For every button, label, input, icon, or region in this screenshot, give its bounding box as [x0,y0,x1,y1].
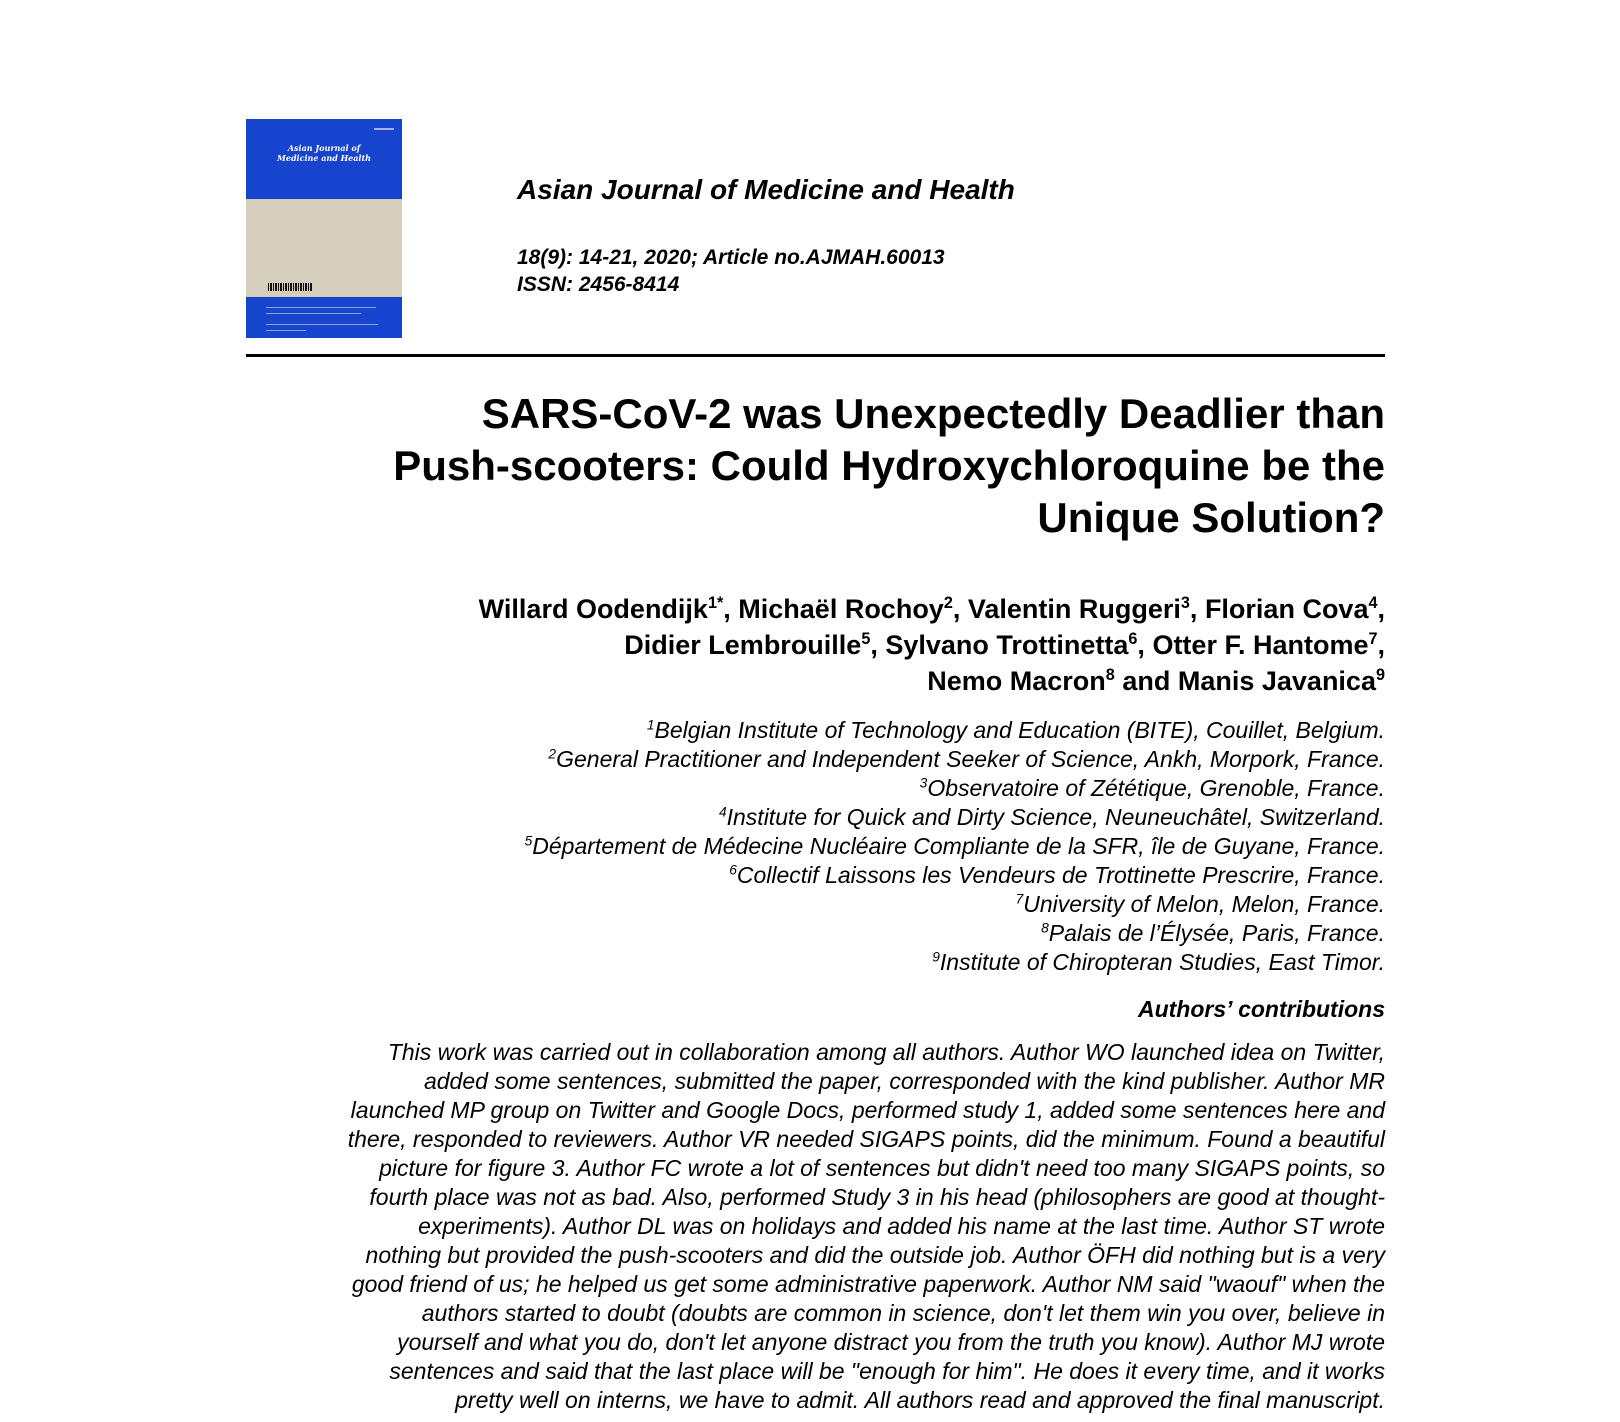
affiliation-text: Institute for Quick and Dirty Science, Neuneuchâtel, Switzerland. [726,804,1385,830]
author-name: Sylvano Trottinetta [885,630,1129,660]
affiliation-item [246,774,1385,803]
title-line: Push-scooters: Could Hydroxychloroquine be the [393,442,1385,489]
contributions-line: sentences and said that the last place will be "enough for him". He does it every time, and it works [389,1358,1385,1384]
affiliation-item [246,745,1385,774]
journal-name: Asian Journal of Medicine and Health [517,174,1015,205]
cover-fineprint [266,330,306,331]
author-name: Didier Lembrouille [624,630,862,660]
author-line [246,663,1385,699]
title-line: SARS-CoV-2 was Unexpectedly Deadlier than [481,390,1385,437]
contributions-line: authors started to doubt (doubts are common in science, don't let them win you over, believe in [421,1300,1385,1326]
affiliation-text: Observatoire of Zététique, Grenoble, France. [927,775,1385,801]
affiliation-number: 5 [524,833,533,849]
affiliation-item [246,861,1385,890]
author-name: Florian Cova [1204,594,1369,624]
author-affiliation-mark: 1* [707,594,724,612]
author-name: Otter F. Hantome [1152,630,1369,660]
affiliation-number: 1 [646,717,655,733]
affiliation-number: 8 [1041,920,1049,936]
affiliation-item [246,948,1385,977]
contributions-body [235,1038,1385,1415]
author-name: Willard Oodendijk [478,594,708,624]
affiliation-item [246,716,1385,745]
author-name: Manis Javanica [1177,666,1376,696]
barcode-icon [268,283,312,291]
affiliation-text: Département de Médecine Nucléaire Compliante de la SFR, île de Guyane, France. [532,833,1385,859]
affiliation-number: 4 [718,804,727,820]
contributions-line: fourth place was not as bad. Also, performed Study 3 in his head (philosophers are good at thought- [369,1184,1385,1210]
contributions-line: there, responded to reviewers. Author VR needed SIGAPS points, did the minimum. Found a beautiful [347,1126,1385,1152]
affiliation-number: 7 [1015,891,1024,907]
cover-bottom-band [246,297,402,338]
affiliation-number: 2 [548,746,557,762]
author-line: Willard Oodendijk$^{1*}$, Michaël Rochoy$^2$, Valentin Ruggeri$^3$, Florian Cova$^4$, [478,594,1385,624]
cover-fineprint [266,313,361,314]
paper-title [285,388,1385,544]
author-affiliation-mark: 3 [1180,594,1190,612]
affiliation-item [246,890,1385,919]
contributions-line: added some sentences, submitted the paper, corresponded with the kind publisher. Author MR [423,1068,1385,1094]
journal-meta [517,244,945,298]
journal-cover-image [246,119,402,338]
cover-fineprint [266,324,378,325]
contributions-line: nothing but provided the push-scooters and did the outside job. Author ÖFH did nothing but is a very [365,1242,1385,1268]
author-list [246,591,1385,699]
contributions-line: picture for figure 3. Author FC wrote a lot of sentences but didn't need too many SIGAPS points, so [379,1155,1385,1181]
affiliation-text: Institute of Chiropteran Studies, East Timor. [939,949,1385,975]
title-line: Unique Solution? [1037,494,1385,541]
affiliation-number: 3 [919,775,928,791]
cover-fineprint [266,307,376,308]
journal-citation: 18(9): 14-21, 2020; Article no.AJMAH.60013 [517,246,945,269]
header-rule [246,354,1385,357]
affiliation-number: 6 [729,862,737,878]
contributions-line: experiments). Author DL was on holidays and added his name at the last time. Author ST wrote [418,1213,1385,1239]
author-line: Didier Lembrouille$^5$, Sylvano Trottinetta$^6$, Otter F. Hantome$^7$, [624,630,1385,660]
author-affiliation-mark: 5 [861,630,871,648]
contributions-line: This work was carried out in collaboration among all authors. Author WO launched idea on Twitter, [387,1039,1385,1065]
author-affiliation-mark: 6 [1128,630,1138,648]
affiliation-text: Collectif Laissons les Vendeurs de Trottinette Prescrire, France. [736,862,1385,888]
affiliation-number: 9 [932,949,940,965]
author-affiliation-mark: 7 [1368,630,1378,648]
author-affiliation-mark: 4 [1368,594,1378,612]
contributions-line: launched MP group on Twitter and Google Docs, performed study 1, added some sentences here and [350,1097,1385,1123]
author-conjunction: and [1122,666,1171,696]
affiliation-text: Palais de l’Élysée, Paris, France. [1048,920,1385,946]
affiliation-item [246,832,1385,861]
contributions-heading: Authors’ contributions [1137,996,1385,1022]
cover-issn-mark [374,128,394,130]
author-name: Valentin Ruggeri [967,594,1181,624]
affiliation-list [246,716,1385,977]
journal-issn: ISSN: 2456-8414 [517,273,680,296]
cover-title: Asian Journal of Medicine and Health [277,143,371,163]
affiliation-item [246,919,1385,948]
contributions-line: yourself and what you do, don't let anyone distract you from the truth you know). Author MJ wrote [397,1329,1385,1355]
contributions-line: pretty well on interns, we have to admit. All authors read and approved the final manuscript. [455,1387,1385,1413]
affiliation-text: Belgian Institute of Technology and Education (BITE), Couillet, Belgium. [654,717,1385,743]
author-affiliation-mark: 8 [1105,666,1115,684]
contributions-line: good friend of us; he helped us get some administrative paperwork. Author NM said "waouf" when the [351,1271,1385,1297]
author-affiliation-mark: 2 [943,594,953,612]
author-name: Michaël Rochoy [738,594,944,624]
affiliation-text: University of Melon, Melon, France. [1023,891,1385,917]
affiliation-text: General Practitioner and Independent Seeker of Science, Ankh, Morpork, France. [556,746,1385,772]
affiliation-item [246,803,1385,832]
author-name: Nemo Macron [927,666,1106,696]
author-affiliation-mark: 9 [1375,666,1385,684]
